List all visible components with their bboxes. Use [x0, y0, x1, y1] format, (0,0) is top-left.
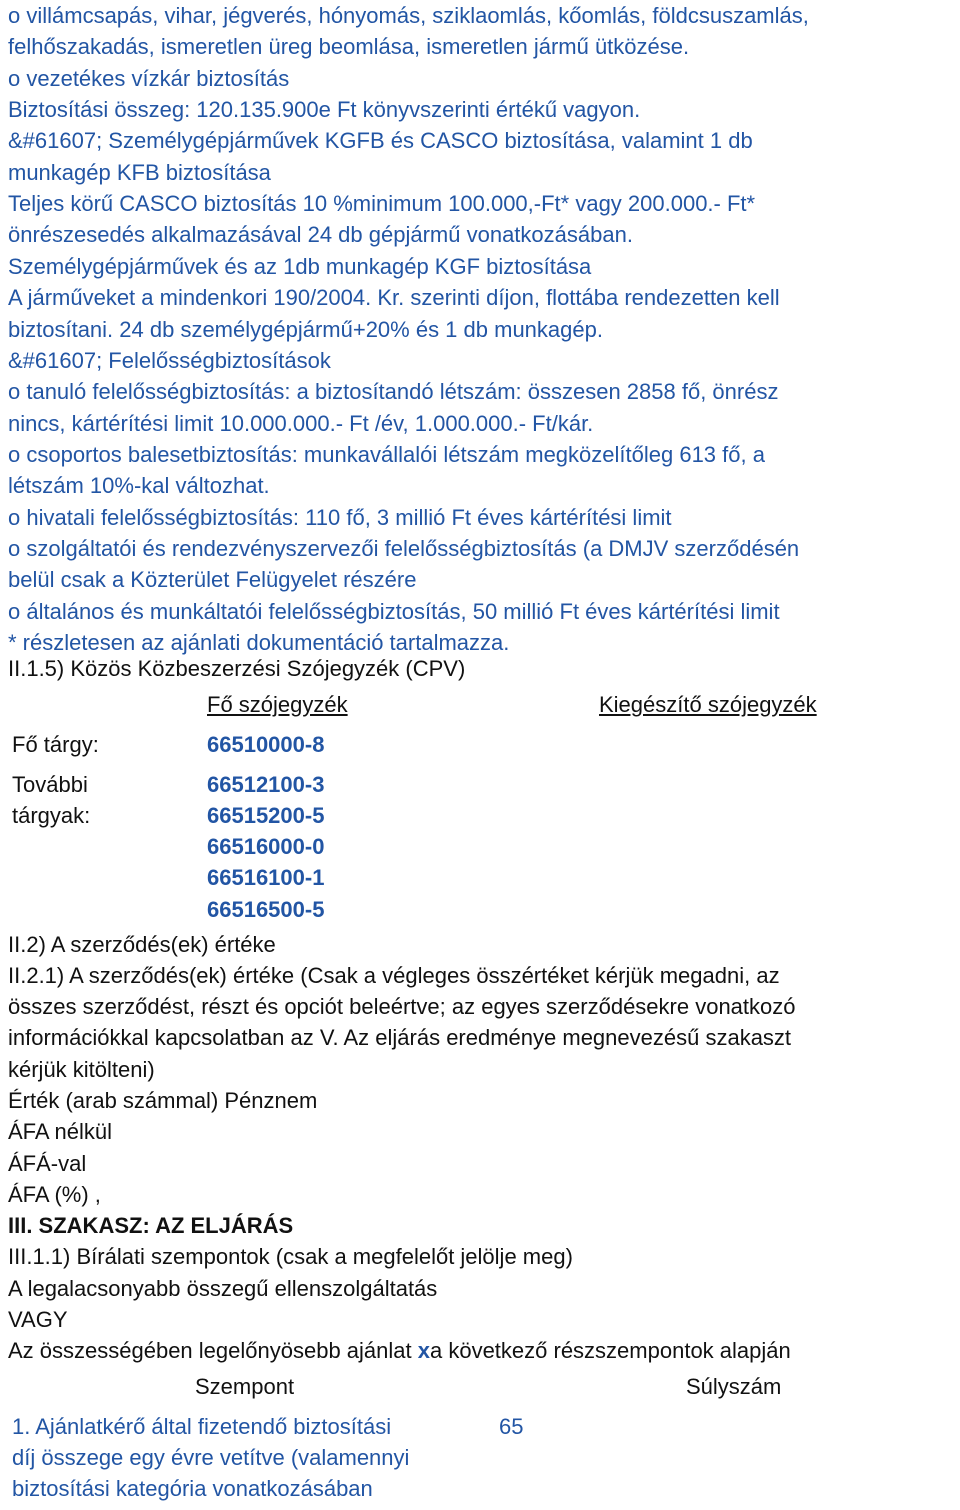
insurance-detail-line: * részletesen az ajánlati dokumentáció tartalmazza. — [8, 630, 510, 655]
value-line: Érték (arab számmal) Pénznem — [8, 1088, 318, 1113]
section-3-heading: III. SZAKASZ: AZ ELJÁRÁS — [8, 1213, 294, 1238]
criterion-1-text: biztosítási kategória vonatkozásában — [12, 1476, 373, 1501]
cpv-other-code: 66516000-0 — [207, 834, 325, 859]
cpv-other-code: 66516500-5 — [207, 897, 325, 922]
insurance-detail-line: nincs, kártérítési limit 10.000.000.- Ft /év, 1.000.000.- Ft/kár. — [8, 410, 594, 436]
insurance-detail-line: o szolgáltatói és rendezvényszervezői felelősségbiztosítás (a DMJV szerződésén — [8, 535, 800, 561]
value-line: kérjük kitölteni) — [8, 1057, 155, 1082]
best-value-suffix: a következő részszempontok alapján — [429, 1338, 791, 1363]
best-value-prefix: Az összességében legelőnyösebb ajánlat — [8, 1338, 418, 1363]
cpv-other-code: 66512100-3 — [207, 772, 325, 797]
insurance-detail-line: Teljes körű CASCO biztosítás 10 %minimum 100.000,-Ft* vagy 200.000.- Ft* — [8, 191, 756, 217]
value-line: összes szerződést, részt és opciót beleértve; az egyes szerződésekre vonatkozó — [8, 994, 796, 1019]
or-label: VAGY — [8, 1307, 68, 1332]
cpv-main-code: 66510000-8 — [207, 732, 325, 757]
cpv-other-code: 66515200-5 — [207, 803, 325, 828]
cpv-other-label: További — [12, 772, 88, 797]
insurance-detail-line: felhőszakadás, ismeretlen üreg beomlása, ismeretlen jármű ütközése. — [8, 34, 690, 60]
cpv-heading: II.1.5) Közös Közbeszerzési Szójegyzék (CPV) — [8, 656, 466, 681]
criterion-1-weight: 65 — [499, 1414, 524, 1439]
value-line: ÁFÁ-val — [8, 1151, 87, 1176]
cpv-other-label: tárgyak: — [12, 803, 91, 828]
insurance-detail-line: &#61607; Felelősségbiztosítások — [8, 347, 331, 373]
lowest-price-option: A legalacsonyabb összegű ellenszolgáltatás — [8, 1276, 438, 1301]
value-line: II.2) A szerződés(ek) értéke — [8, 932, 276, 957]
insurance-detail-line: belül csak a Közterület Felügyelet részére — [8, 567, 417, 593]
criterion-1-text: 1. Ajánlatkérő által fizetendő biztosítási — [12, 1414, 392, 1439]
selected-mark: x — [417, 1338, 430, 1363]
insurance-detail-line: A járműveket a mindenkori 190/2004. Kr. szerinti díjon, flottába rendezetten kell — [8, 285, 780, 311]
best-value-option — [8, 1335, 791, 1366]
insurance-detail-line: o általános és munkáltatói felelősségbiztosítás, 50 millió Ft éves kártérítési limit — [8, 598, 780, 624]
insurance-detail-line: o tanuló felelősségbiztosítás: a biztosítandó létszám: összesen 2858 fő, önrész — [8, 379, 779, 405]
insurance-detail-line: önrészesedés alkalmazásával 24 db gépjármű vonatkozásában. — [8, 222, 633, 248]
value-line: ÁFA (%) , — [8, 1182, 101, 1207]
criterion-1-text: díj összege egy évre vetítve (valamennyi — [12, 1445, 410, 1470]
cpv-other-code: 66516100-1 — [207, 865, 325, 890]
cpv-supplementary-header: Kiegészítő szójegyzék — [599, 692, 817, 717]
insurance-detail-line: biztosítani. 24 db személygépjármű+20% és 1 db munkagép. — [8, 316, 603, 342]
insurance-detail-line: Biztosítási összeg: 120.135.900e Ft könyvszerinti értékű vagyon. — [8, 97, 641, 123]
weight-column-header: Súlyszám — [686, 1374, 782, 1399]
value-line: ÁFA nélkül — [8, 1119, 112, 1144]
cpv-main-header: Fő szójegyzék — [207, 692, 348, 717]
insurance-detail-line: Személygépjárművek és az 1db munkagép KGF biztosítása — [8, 253, 592, 279]
criterion-column-header: Szempont — [195, 1374, 295, 1399]
insurance-detail-line: o villámcsapás, vihar, jégverés, hónyomás, sziklaomlás, kőomlás, földcsuszamlás, — [8, 3, 809, 28]
insurance-detail-line: o csoportos balesetbiztosítás: munkavállalói létszám megközelítőleg 613 fő, a — [8, 441, 765, 467]
criteria-line: III.1.1) Bírálati szempontok (csak a megfelelőt jelölje meg) — [8, 1244, 573, 1269]
value-line: II.2.1) A szerződés(ek) értéke (Csak a végleges összértéket kérjük megadni, az — [8, 963, 780, 988]
insurance-detail-line: o hivatali felelősségbiztosítás: 110 fő, 3 millió Ft éves kártérítési limit — [8, 504, 672, 530]
insurance-detail-line: &#61607; Személygépjárművek KGFB és CASCO biztosítása, valamint 1 db — [8, 128, 753, 154]
insurance-detail-line: munkagép KFB biztosítása — [8, 159, 271, 185]
cpv-main-label: Fő tárgy: — [12, 732, 99, 757]
insurance-detail-line: o vezetékes vízkár biztosítás — [8, 65, 290, 91]
value-line: információkkal kapcsolatban az V. Az eljárás eredménye megnevezésű szakaszt — [8, 1025, 792, 1050]
insurance-detail-line: létszám 10%-kal változhat. — [8, 473, 270, 499]
